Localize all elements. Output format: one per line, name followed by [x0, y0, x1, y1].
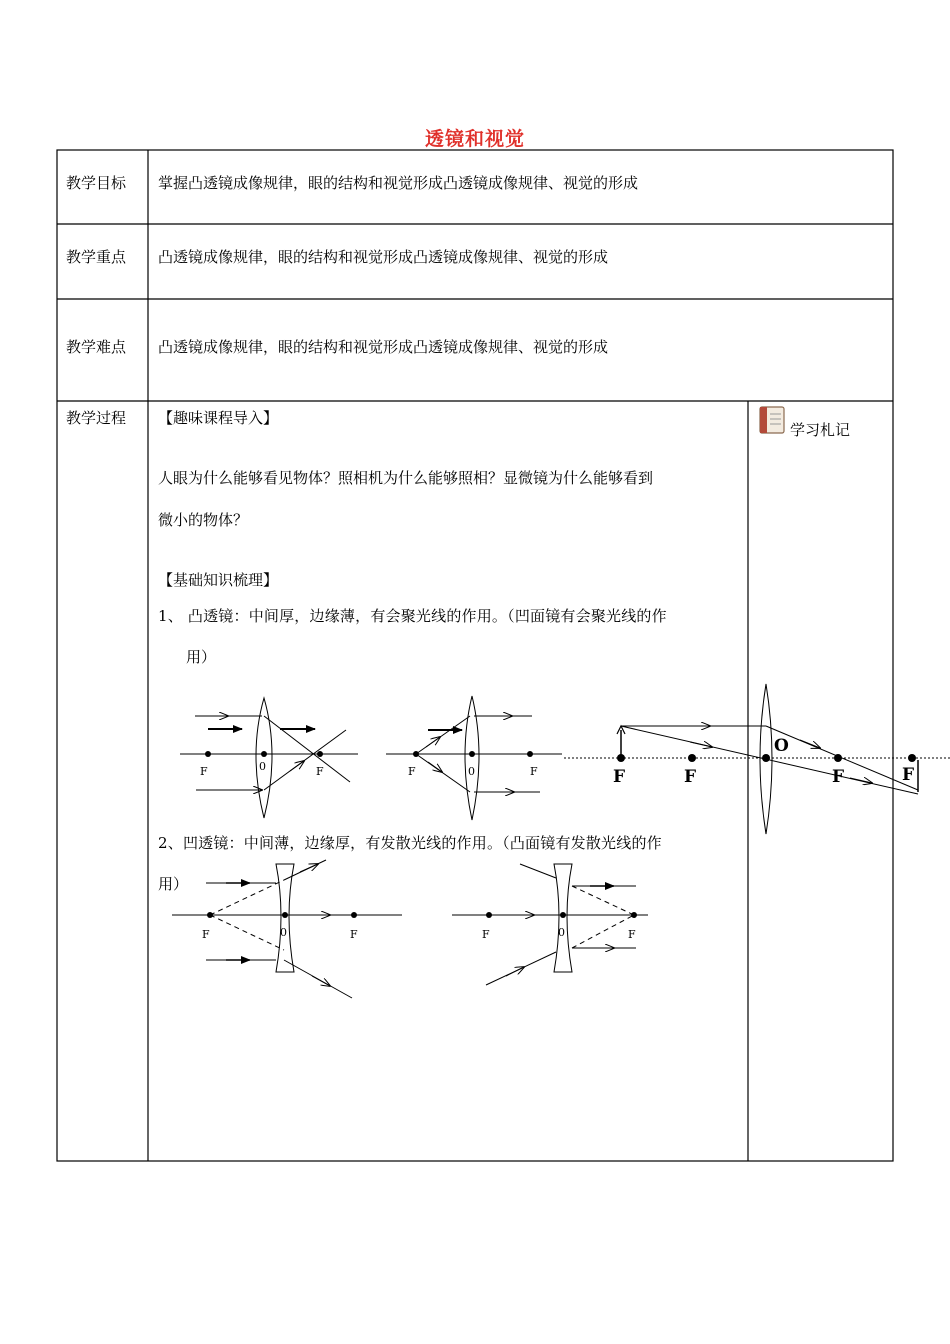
d3-focus-2f-right-label: F [902, 765, 915, 785]
intro-line-1: 人眼为什么能够看见物体？照相机为什么能够照相？显微镜为什么能够看到 [158, 469, 654, 487]
d4-focus-right-label: F [350, 928, 358, 941]
convex-lens-diagram-1 [180, 698, 358, 818]
concave-lens-line-2: 用） [158, 875, 189, 893]
intro-heading: 【趣味课程导入】 [158, 409, 279, 427]
convex-lens-line-1: 1、 凸透镜：中间厚，边缘薄，有会聚光线的作用。（凹面镜有会聚光线的作 [158, 607, 667, 625]
row-label-process: 教学过程 [66, 409, 127, 427]
d2-focus-right-label: F [530, 765, 538, 778]
d4-focus-left-label: F [202, 928, 210, 941]
d3-focus-right-label: F [832, 767, 845, 787]
notes-label: 学习札记 [790, 421, 851, 439]
d2-center-label: 0 [468, 765, 475, 778]
intro-line-2: 微小的物体？ [158, 511, 249, 529]
row-label-difficulties: 教学难点 [66, 338, 127, 356]
basics-heading: 【基础知识梳理】 [158, 571, 279, 589]
d3-focus-2f-left-label: F [613, 767, 626, 787]
d4-center-label: 0 [280, 926, 287, 939]
d3-optical-center-label: O [774, 736, 789, 756]
row-text-difficulties: 凸透镜成像规律，眼的结构和视觉形成凸透镜成像规律、视觉的形成 [158, 338, 609, 356]
d5-focus-left-label: F [482, 928, 490, 941]
convex-lens-line-2: 用） [186, 648, 217, 666]
row-text-objectives: 掌握凸透镜成像规律，眼的结构和视觉形成凸透镜成像规律、视觉的形成 [158, 174, 639, 192]
d1-focus-right-label: F [316, 765, 324, 778]
d3-focus-left-label: F [684, 767, 697, 787]
d5-focus-right-label: F [628, 928, 636, 941]
concave-lens-diagram-2 [452, 864, 648, 985]
row-label-key-points: 教学重点 [66, 248, 127, 266]
page-title: 透镜和视觉 [424, 128, 525, 150]
d1-center-label: 0 [259, 760, 266, 773]
d2-focus-left-label: F [408, 765, 416, 778]
d1-focus-left-label: F [200, 765, 208, 778]
row-text-key-points: 凸透镜成像规律，眼的结构和视觉形成凸透镜成像规律、视觉的形成 [158, 248, 609, 266]
convex-lens-diagram-2 [386, 696, 562, 820]
row-label-objectives: 教学目标 [66, 174, 127, 192]
d5-center-label: 0 [558, 926, 565, 939]
concave-lens-line-1: 2、凹透镜：中间薄，边缘厚，有发散光线的作用。（凸面镜有发散光线的作 [158, 834, 662, 852]
